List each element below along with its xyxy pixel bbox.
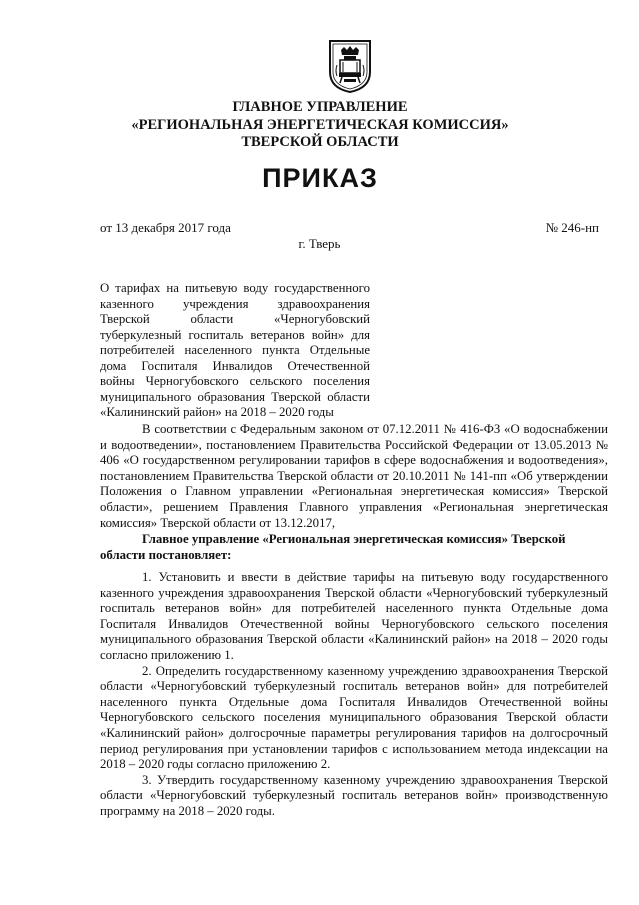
- authority-name-line2: «РЕГИОНАЛЬНАЯ ЭНЕРГЕТИЧЕСКАЯ КОМИССИЯ»: [131, 117, 509, 133]
- authority-name-line1: ГЛАВНОЕ УПРАВЛЕНИЕ: [232, 99, 408, 115]
- order-item-1: 1. Установить и ввести в действие тарифы на питьевую воду государственного казенного учреждения здравоохранения Тверской области «Черногубовский туберкулезный госпиталь ветеранов войн» для потребителей населенного пункта Отдельные дома Госпиталя Инвалидов Отечественной войны Черногубовского сельского поселения муниципального образования Тверской области «Калининский район» на 2018 – 2020 годы согласно приложению 1.: [100, 570, 608, 662]
- coat-of-arms-icon: [327, 38, 373, 94]
- document-title: ПРИКАЗ: [262, 163, 378, 193]
- order-number: № 246-нп: [545, 220, 599, 235]
- order-city: г. Тверь: [298, 236, 341, 251]
- decision-statement: Главное управление «Региональная энергетическая комиссия» Тверской области постановляет:: [100, 532, 566, 562]
- order-date: от 13 декабря 2017 года: [100, 220, 231, 235]
- order-subject: О тарифах на питьевую воду государственного казенного учреждения здравоохранения Тверской области «Черногубовский туберкулезный госпиталь ветеранов войн» для потребителей населенного пункта Отдельные дома Госпиталя Инвалидов Отечественной войны Черногубовского сельского поселения муниципального образования Тверской области «Калининский район» на 2018 – 2020 годы: [100, 281, 370, 419]
- order-item-3: 3. Утвердить государственному казенному учреждению здравоохранения Тверской области «Черногубовский туберкулезный госпиталь ветеранов войн» производственную программу на 2018 – 2020 годы.: [100, 772, 608, 818]
- order-item-2: 2. Определить государственному казенному учреждению здравоохранения Тверской области «Черногубовский туберкулезный госпиталь ветеранов войн» для потребителей населенного пункта Отдельные дома Госпиталя Инвалидов Отечественной войны Черногубовского сельского поселения муниципального образования Тверской области «Калининский район» долгосрочные параметры регулирования тарифов на долгосрочный период регулирования при установлении тарифов с использованием метода индексации на 2018 – 2020 годы согласно приложению 2.: [100, 663, 608, 772]
- legal-basis-paragraph: В соответствии с Федеральным законом от 07.12.2011 № 416-ФЗ «О водоснабжении и водоотведении», постановлением Правительства Российской Федерации от 13.05.2013 № 406 «О государственном регулировании тарифов в сфере водоснабжения и водоотведения», постановлением Правительства Тверской области от 20.10.2011 № 141-пп «Об утверждении Положения о Главном управлении «Региональная энергетическая комиссия» Тверской области», решением Правления Главного управления «Региональная энергетическая комиссия» Тверской области от 13.12.2017,: [100, 422, 608, 530]
- authority-name-line3: ТВЕРСКОЙ ОБЛАСТИ: [241, 134, 399, 150]
- order-items: [100, 570, 608, 820]
